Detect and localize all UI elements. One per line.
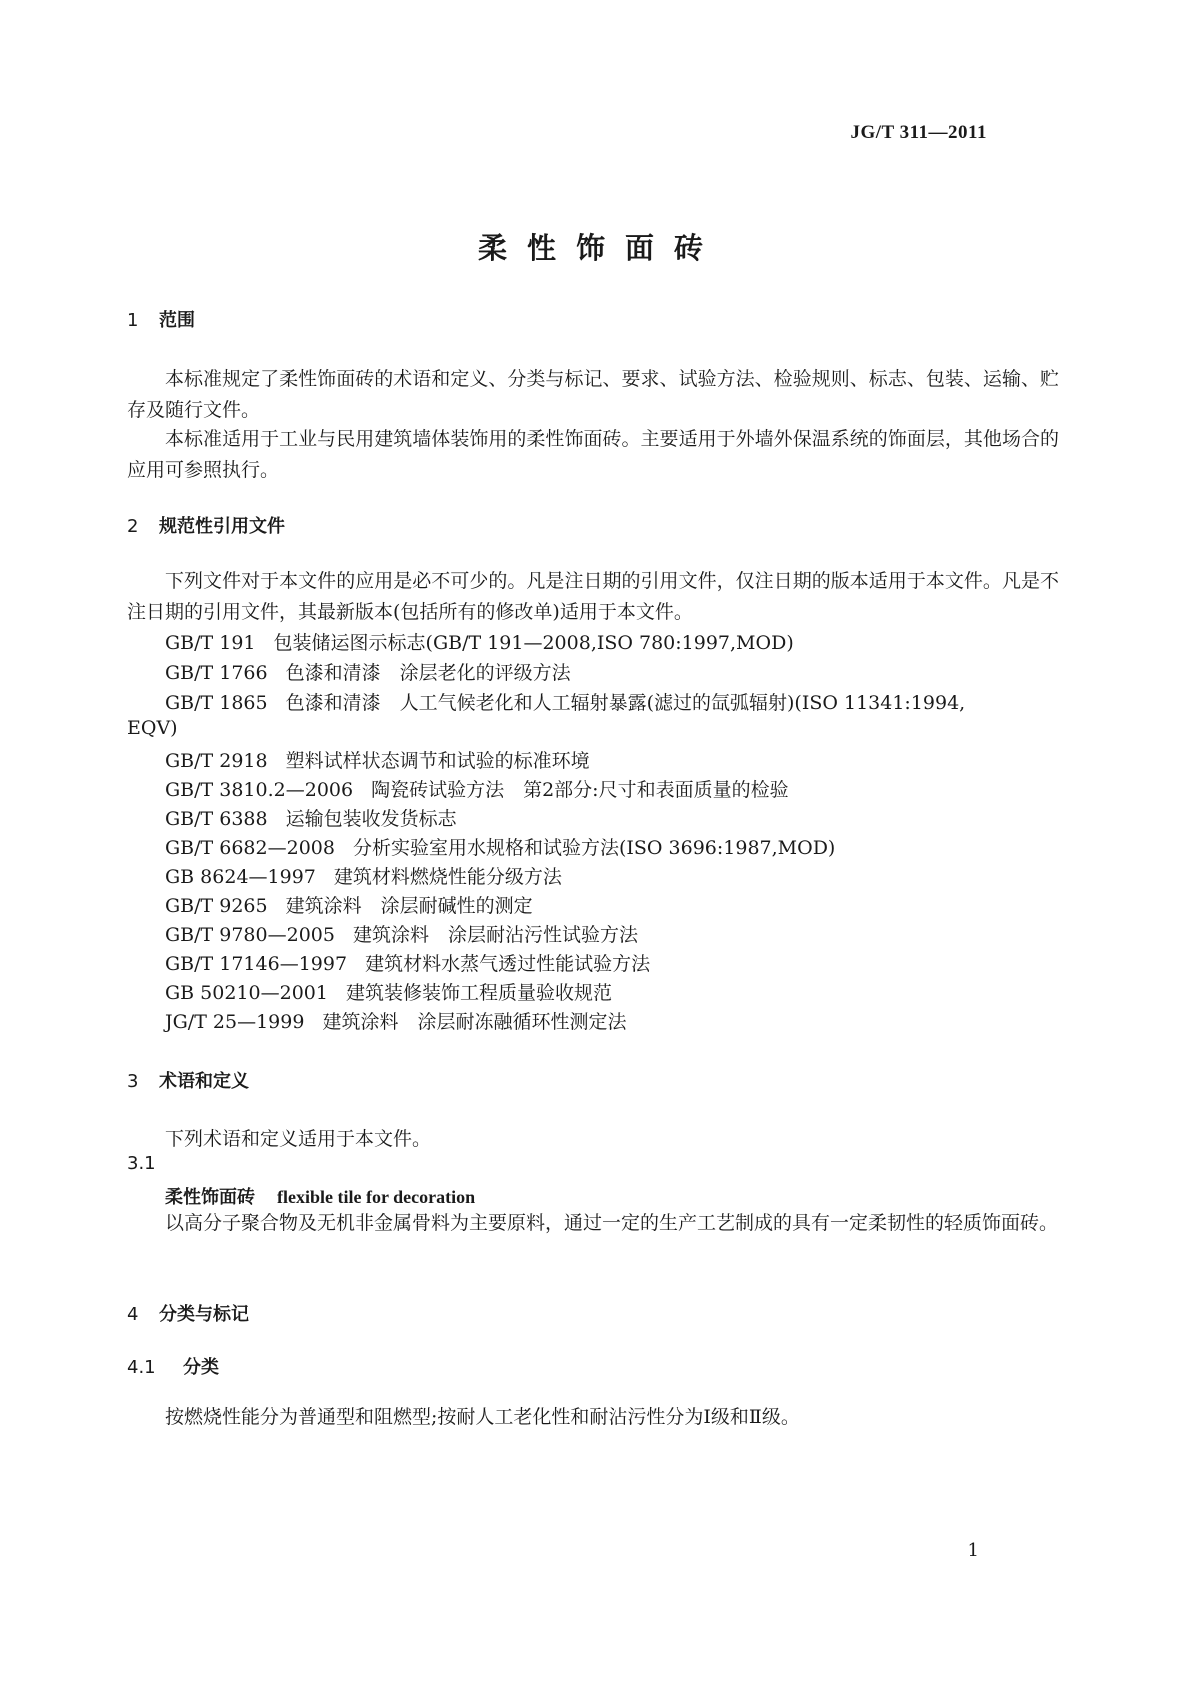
page-number: 1 (967, 1540, 979, 1561)
term-entry (165, 1183, 475, 1209)
standard-code: JG/T 311—2011 (850, 122, 987, 143)
ref-code: GB/T 3810.2—2006 (165, 779, 354, 801)
ref-line (165, 920, 638, 947)
subsection-title: 分类 (183, 1357, 219, 1378)
ref-code: GB/T 1865 (165, 692, 268, 714)
ref-title: 建筑涂料 涂层耐沾污性试验方法 (352, 924, 638, 946)
term-chinese: 柔性饰面砖 (165, 1187, 255, 1208)
subsection-number: 3.1 (127, 1153, 156, 1174)
section-number: 4 (127, 1304, 139, 1325)
section-title: 分类与标记 (159, 1304, 249, 1325)
term-definition: 以高分子聚合物及无机非金属骨料为主要原料，通过一定的生产工艺制成的具有一定柔韧性的轻质饰面砖。 (165, 1212, 1059, 1234)
section-1-paragraph-1: 本标准规定了柔性饰面砖的术语和定义、分类与标记、要求、试验方法、检验规则、标志、包装、运输、贮存及随行文件。 (127, 368, 1059, 421)
section-3-paragraph-1: 下列术语和定义适用于本文件。 (165, 1128, 432, 1150)
ref-line (165, 862, 562, 889)
ref-code: GB/T 9780—2005 (165, 924, 335, 946)
subsection-number: 4.1 (127, 1357, 156, 1378)
ref-title: 塑料试样状态调节和试验的标准环境 (285, 750, 590, 772)
section-1-heading (127, 306, 195, 332)
ref-title: 建筑材料水蒸气透过性能试验方法 (365, 953, 651, 975)
ref-code: GB/T 191 (165, 632, 256, 654)
section-4-paragraph-1: 按燃烧性能分为普通型和阻燃型;按耐人工老化性和耐沾污性分为Ⅰ级和Ⅱ级。 (165, 1406, 800, 1428)
ref-code: GB/T 6388 (165, 808, 268, 830)
ref-title: 色漆和清漆 涂层老化的评级方法 (285, 662, 571, 684)
ref-line (165, 978, 612, 1005)
subsection-4-1-heading (127, 1353, 219, 1379)
ref-line (165, 804, 457, 831)
section-2-paragraph-1: 下列文件对于本文件的应用是必不可少的。凡是注日期的引用文件，仅注日期的版本适用于本文件。凡是不注日期的引用文件，其最新版本(包括所有的修改单)适用于本文件。 (127, 570, 1059, 623)
ref-line (165, 775, 789, 802)
ref-line (165, 833, 835, 860)
ref-code: GB 50210—2001 (165, 982, 328, 1004)
ref-line (165, 1007, 626, 1034)
section-number: 1 (127, 310, 139, 331)
ref-code: JG/T 25—1999 (165, 1011, 305, 1033)
section-title: 规范性引用文件 (159, 516, 285, 537)
section-1-paragraph-2: 本标准适用于工业与民用建筑墙体装饰用的柔性饰面砖。主要适用于外墙外保温系统的饰面层，其他场合的应用可参照执行。 (127, 428, 1059, 481)
ref-line (165, 949, 650, 976)
section-number: 2 (127, 516, 139, 537)
ref-title: 建筑装修装饰工程质量验收规范 (345, 982, 612, 1004)
ref-title: 陶瓷砖试验方法 第2部分:尺寸和表面质量的检验 (371, 779, 789, 801)
section-number: 3 (127, 1071, 139, 1092)
ref-line (165, 891, 533, 918)
ref-code: GB/T 2918 (165, 750, 268, 772)
ref-title: 包装储运图示标志(GB/T 191—2008,ISO 780:1997,MOD) (273, 632, 794, 654)
ref-title: 运输包装收发货标志 (285, 808, 457, 830)
ref-title: 建筑涂料 涂层耐碱性的测定 (285, 895, 533, 917)
section-title: 术语和定义 (159, 1071, 249, 1092)
ref-code: GB/T 6682—2008 (165, 837, 335, 859)
ref-title: 建筑涂料 涂层耐冻融循环性测定法 (322, 1011, 627, 1033)
section-4-heading (127, 1300, 249, 1326)
section-3-heading (127, 1067, 249, 1093)
page-title: 柔性饰面砖 (477, 231, 723, 265)
ref-continuation: EQV) (127, 717, 178, 739)
ref-code: GB/T 1766 (165, 662, 268, 684)
ref-title: 色漆和清漆 人工气候老化和人工辐射暴露(滤过的氙弧辐射)(ISO 11341:1994, (285, 692, 966, 714)
ref-title: 建筑材料燃烧性能分级方法 (333, 866, 562, 888)
ref-line (165, 658, 571, 685)
ref-code: GB 8624—1997 (165, 866, 316, 888)
section-title: 范围 (159, 310, 195, 331)
ref-line (165, 746, 590, 773)
term-english: flexible tile for decoration (277, 1187, 476, 1207)
ref-line (165, 628, 794, 655)
ref-line (165, 688, 965, 715)
ref-title: 分析实验室用水规格和试验方法(ISO 3696:1987,MOD) (352, 837, 836, 859)
section-2-heading (127, 512, 285, 538)
ref-code: GB/T 17146—1997 (165, 953, 348, 975)
ref-code: GB/T 9265 (165, 895, 268, 917)
